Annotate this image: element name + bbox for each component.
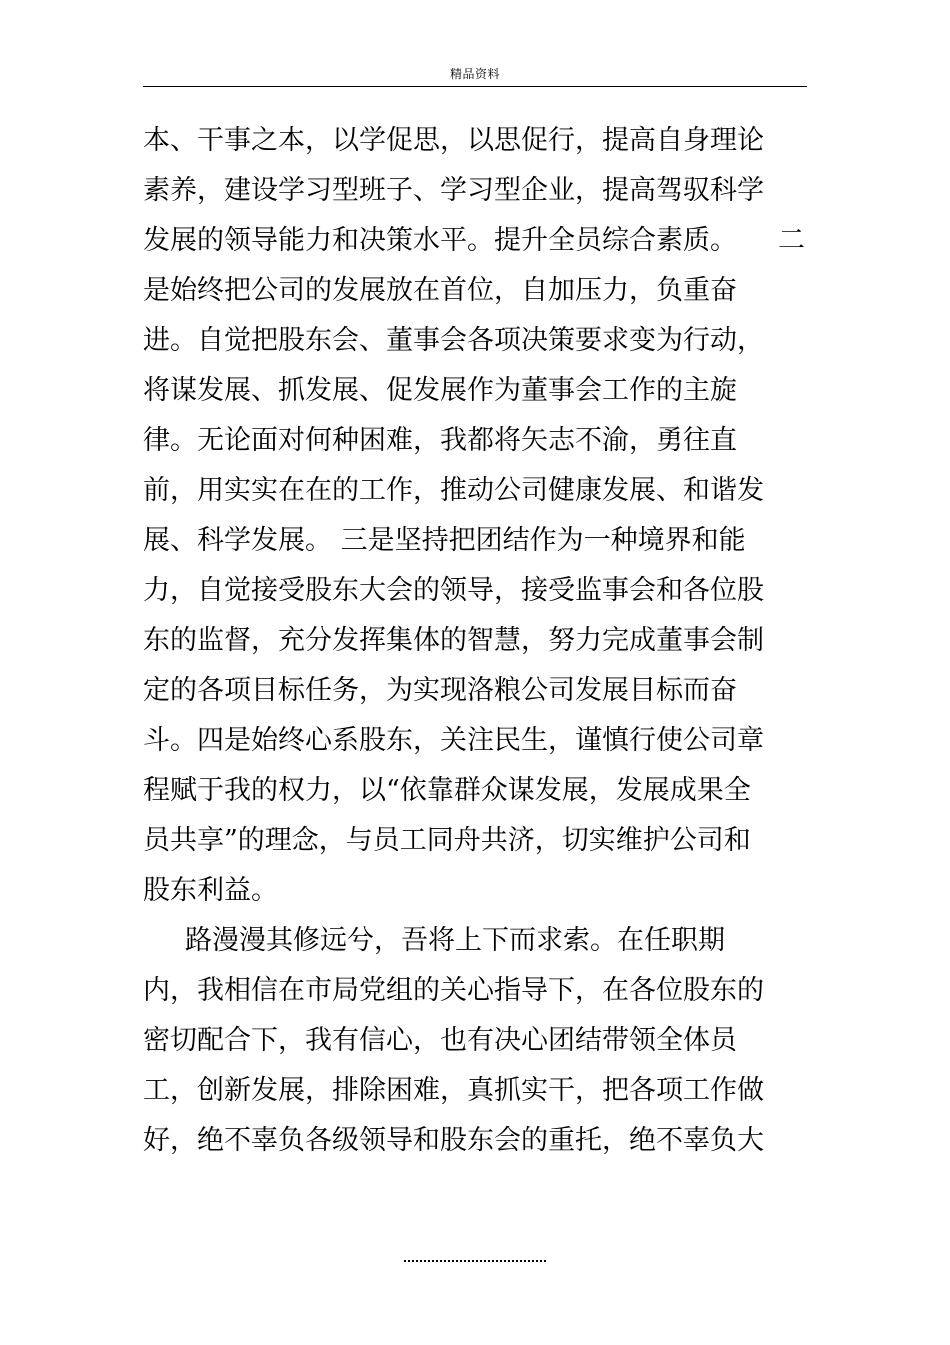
text-line xyxy=(143,1116,813,1166)
line-text: 定的各项目标任务，为实现洛粮公司发展目标而奋 xyxy=(143,675,737,706)
line-text: 素养，建设学习型班子、学习型企业，提高驾驭科学 xyxy=(143,175,764,206)
line-text: 律。无论面对何种困难，我都将矢志不渝，勇往直 xyxy=(143,425,737,456)
line-text: 路漫漫其修远兮，吾将上下而求索。在任职期 xyxy=(185,925,725,956)
text-line xyxy=(143,416,813,466)
text-line xyxy=(143,716,813,766)
text-line xyxy=(143,666,813,716)
text-line xyxy=(143,166,813,216)
page-header xyxy=(143,64,807,87)
line-text: 是始终把公司的发展放在首位，自加压力，负重奋 xyxy=(143,275,737,306)
line-text: 力，自觉接受股东大会的领导，接受监事会和各位股 xyxy=(143,575,764,606)
line-text: 本、干事之本，以学促思，以思促行，提高自身理论 xyxy=(143,125,764,156)
text-line xyxy=(143,316,813,366)
line-text: 股东利益。 xyxy=(143,875,278,906)
line-text: 密切配合下，我有信心，也有决心团结带领全体员 xyxy=(143,1025,737,1056)
line-text: 将谋发展、抓发展、促发展作为董事会工作的主旋 xyxy=(143,375,737,406)
header-title: 精品资料 xyxy=(449,67,500,81)
document-body xyxy=(143,116,813,1166)
line-text: 内，我相信在市局党组的关心指导下，在各位股东的 xyxy=(143,975,764,1006)
line-text: 前，用实实在在的工作，推动公司健康发展、和谐发 xyxy=(143,475,764,506)
text-line xyxy=(143,616,813,666)
line-text: 东的监督，充分发挥集体的智慧，努力完成董事会制 xyxy=(143,625,764,656)
text-line xyxy=(143,116,813,166)
text-line xyxy=(143,266,813,316)
text-line xyxy=(143,816,813,866)
line-text: 程赋于我的权力，以“依靠群众谋发展，发展成果全 xyxy=(143,775,751,806)
text-line xyxy=(143,966,813,1016)
footer-dotted-rule xyxy=(404,1260,546,1262)
line-tail-text: 二 xyxy=(778,225,805,256)
text-line xyxy=(143,366,813,416)
line-text: 好，绝不辜负各级领导和股东会的重托，绝不辜负大 xyxy=(143,1125,764,1156)
line-text: 员共享”的理念，与员工同舟共济，切实维护公司和 xyxy=(143,825,751,856)
text-line xyxy=(143,566,813,616)
line-text: 工，创新发展，排除困难，真抓实干，把各项工作做 xyxy=(143,1075,764,1106)
text-line xyxy=(143,1016,813,1066)
text-line xyxy=(143,766,813,816)
line-text: 斗。四是始终心系股东，关注民生，谨慎行使公司章 xyxy=(143,725,764,756)
text-line xyxy=(143,1066,813,1116)
line-text: 展、科学发展。 三是坚持把团结作为一种境界和能 xyxy=(143,525,746,556)
text-line xyxy=(143,516,813,566)
text-line xyxy=(143,466,813,516)
line-text: 进。自觉把股东会、董事会各项决策要求变为行动， xyxy=(143,325,764,356)
text-line xyxy=(143,216,813,266)
text-line xyxy=(143,866,813,916)
line-text: 发展的领导能力和决策水平。提升全员综合素质。 xyxy=(143,225,737,256)
text-line-indented xyxy=(143,916,813,966)
